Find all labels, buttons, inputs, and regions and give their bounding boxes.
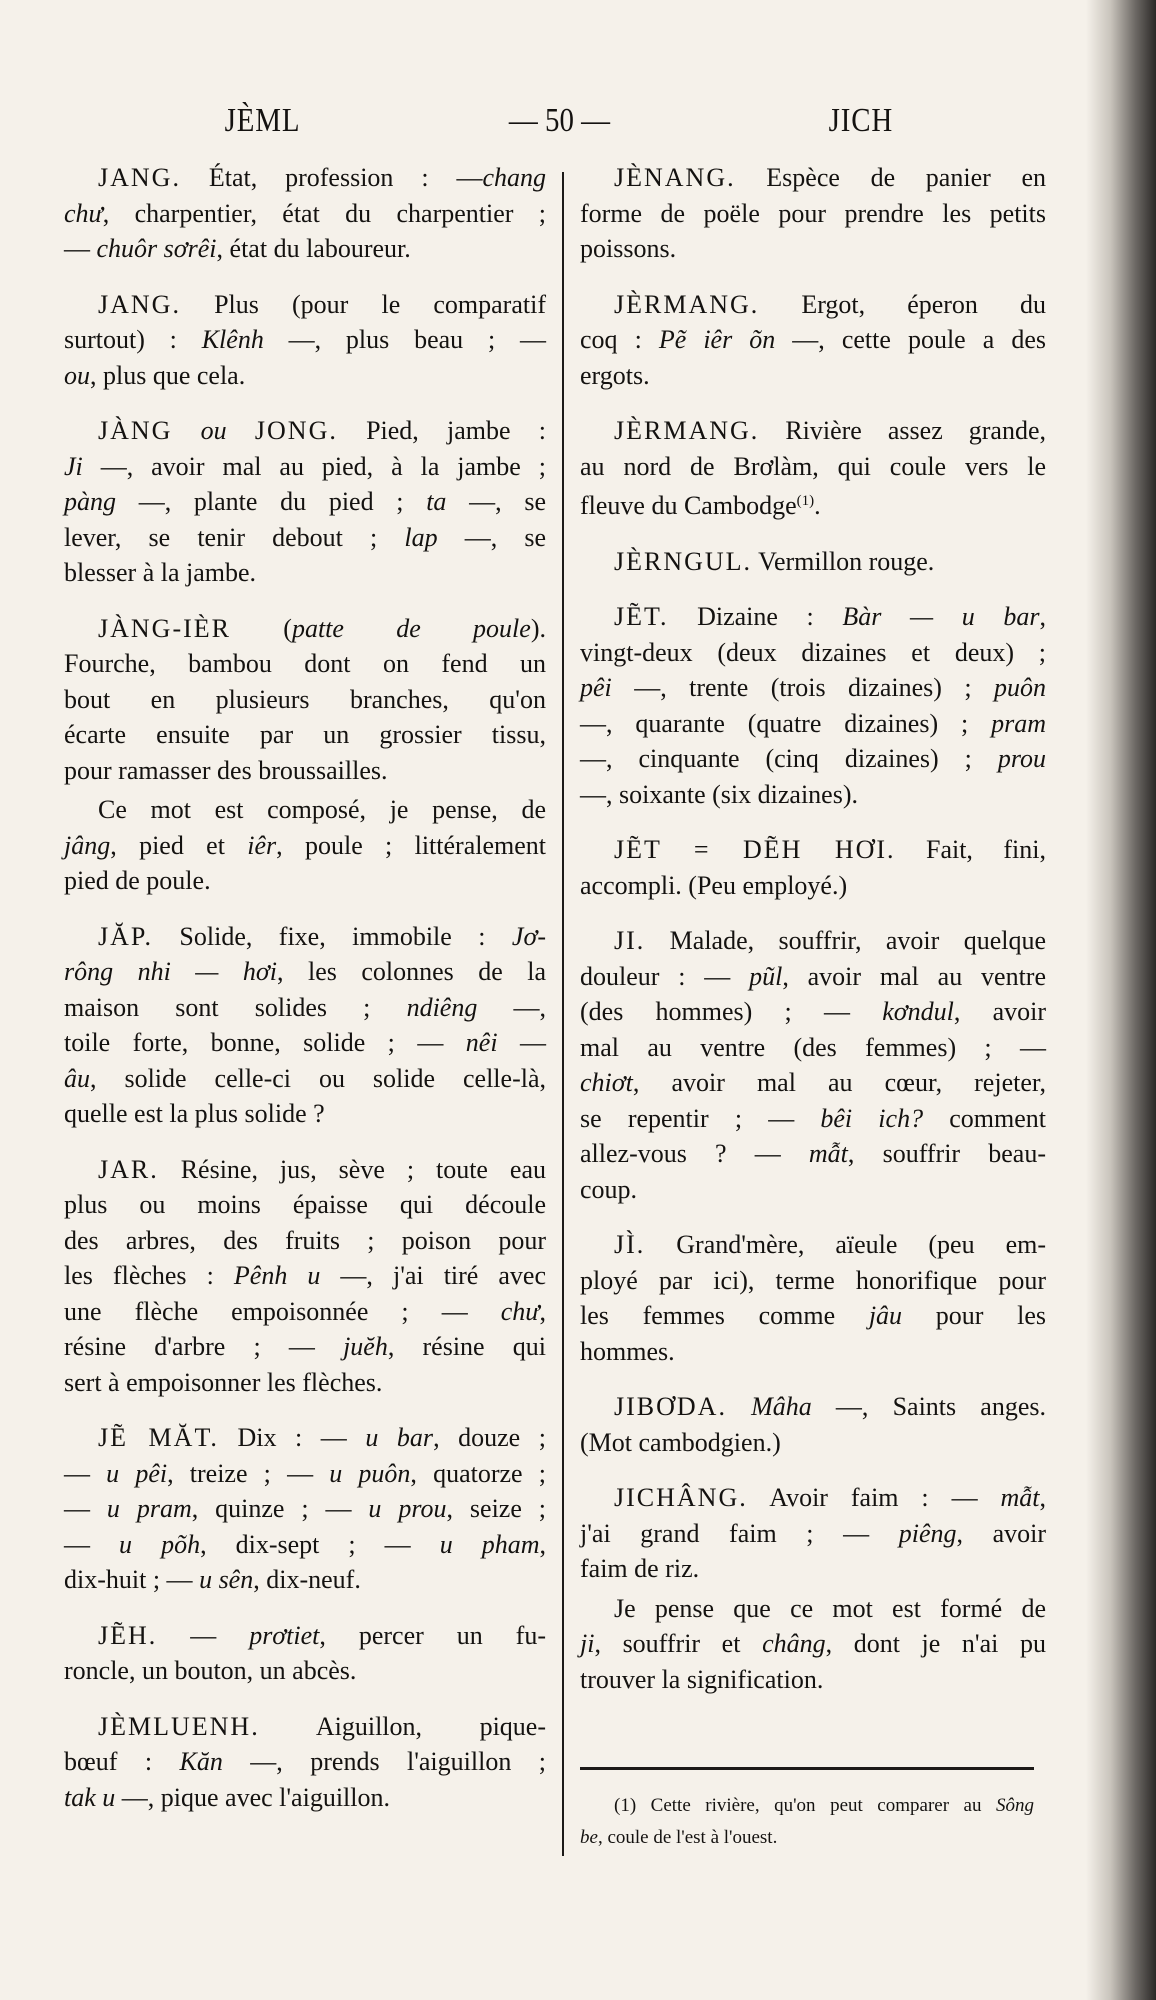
text: , percer un fu- <box>319 1620 546 1650</box>
headword: JICHÂNG. <box>614 1483 748 1512</box>
text: , avoir mal au ventre <box>782 961 1046 991</box>
headword: JI. <box>614 926 646 955</box>
italic-term: iêr <box>247 830 277 860</box>
text: pour les <box>902 1301 1047 1330</box>
text: toile forte, bonne, solide ; — <box>64 1028 466 1057</box>
text: , <box>539 1529 546 1559</box>
text-line <box>580 484 1046 524</box>
text-line <box>580 1172 1046 1208</box>
italic-term: prou <box>997 744 1046 773</box>
text-line <box>64 1258 546 1294</box>
text: hommes. <box>580 1336 675 1366</box>
text: sert à empoisonner les flèches. <box>64 1367 383 1397</box>
italic-term: u pham <box>439 1529 540 1559</box>
text: comment <box>923 1103 1046 1133</box>
italic-term: u bar <box>365 1423 434 1452</box>
text-line <box>580 1227 1046 1263</box>
italic-term: mẫt <box>808 1139 848 1168</box>
text: , résine qui <box>387 1332 546 1361</box>
text: allez-vous ? — <box>580 1139 809 1168</box>
text: Rivière assez grande, <box>759 416 1046 445</box>
dictionary-entry <box>580 160 1046 267</box>
text: , <box>1039 1483 1046 1512</box>
italic-term: u puôn <box>329 1458 411 1488</box>
italic-term: Klênh <box>201 325 264 354</box>
text: —, Saints anges. <box>811 1392 1047 1421</box>
text: quelle est la plus solide ? <box>64 1099 325 1128</box>
text-line <box>580 449 1046 485</box>
text: des arbres, des fruits ; poison pour <box>64 1225 546 1255</box>
text-line <box>64 682 546 718</box>
text-line <box>64 287 546 323</box>
italic-term: Kăn <box>179 1747 223 1776</box>
text: au nord de Brơlàm, qui coule vers le <box>580 451 1046 481</box>
italic-term: ndiêng <box>406 992 478 1022</box>
italic-term: u pram <box>106 1494 192 1523</box>
italic-term: u põh <box>119 1529 201 1559</box>
text-line <box>64 196 546 232</box>
text: —, pique avec l'aiguillon. <box>115 1782 390 1812</box>
text: les femmes comme <box>580 1301 869 1330</box>
italic-term: puôn <box>994 673 1046 702</box>
italic-term: pàng <box>64 487 116 516</box>
headword: JÈMLUENH. <box>98 1711 260 1741</box>
italic-term: chiơt <box>580 1068 633 1097</box>
text: —, trente (trois dizaines) ; <box>611 673 994 702</box>
text-line <box>580 358 1046 394</box>
text: dix-huit ; — <box>64 1565 200 1594</box>
dictionary-entry <box>580 1227 1046 1369</box>
text: une flèche empoisonnée ; — <box>64 1296 501 1326</box>
text: Vermillon rouge. <box>752 546 935 576</box>
text: (Mot cambodgien.) <box>580 1427 781 1457</box>
text: , plus que cela. <box>90 360 246 390</box>
text: —, j'ai tiré avec <box>320 1261 547 1290</box>
text: Grand'mère, aïeule (peu em- <box>645 1230 1046 1259</box>
text-line <box>580 1626 1046 1662</box>
text: —, prends l'aiguillon ; <box>222 1747 546 1776</box>
text: —, <box>477 992 546 1022</box>
text-line <box>580 1136 1046 1172</box>
italic-term: lap <box>404 522 438 552</box>
text: État, profession : — <box>180 163 483 192</box>
italic-term: jâng <box>64 830 111 860</box>
text: — <box>64 1458 107 1488</box>
text: ( <box>231 613 292 643</box>
text: , douze ; <box>433 1423 546 1452</box>
text-line <box>580 1516 1046 1552</box>
text <box>727 1392 751 1421</box>
italic-term: rông nhi — hơi <box>64 957 277 986</box>
text: coq : <box>580 325 659 354</box>
italic-term: chuôr sơrêi <box>96 234 217 263</box>
text: ergots. <box>580 360 650 390</box>
headword: JÀNG-IÈR <box>98 613 231 643</box>
italic-term: piêng <box>898 1518 957 1548</box>
italic-term: tak u <box>64 1782 116 1812</box>
text-line <box>64 828 546 864</box>
text: Plus (pour le comparatif <box>180 289 546 319</box>
text: fleuve du Cambodge <box>580 491 797 520</box>
dictionary-entry <box>580 1480 1046 1587</box>
text: Solide, fixe, immobile : <box>152 921 512 951</box>
text: , pied et <box>110 830 248 860</box>
text: , avoir <box>956 1518 1046 1548</box>
dictionary-entry <box>64 1420 546 1598</box>
text-line <box>580 413 1046 449</box>
text-line <box>64 792 546 828</box>
text: —, quarante (quatre dizaines) ; <box>580 708 992 738</box>
text: roncle, un bouton, un abcès. <box>64 1656 357 1685</box>
headword: JONG. <box>254 416 338 445</box>
italic-term: chư <box>64 198 103 228</box>
text: les flèches : <box>64 1261 234 1290</box>
text-line <box>580 1030 1046 1066</box>
text-line <box>64 484 546 520</box>
text-line <box>64 1618 546 1654</box>
text: Malade, souffrir, avoir quelque <box>645 926 1046 955</box>
italic-term: chang <box>482 163 546 192</box>
text: j'ai grand faim ; — <box>580 1518 899 1548</box>
left-column <box>64 160 546 1815</box>
text-line <box>64 1527 546 1563</box>
dictionary-entry <box>64 611 546 789</box>
dictionary-entry <box>580 599 1046 812</box>
text-line <box>64 1223 546 1259</box>
italic-term: pũl <box>749 961 783 991</box>
text: forme de poële pour prendre les petits <box>580 198 1046 228</box>
text: , quatorze ; <box>410 1458 546 1488</box>
text-line <box>580 1591 1046 1627</box>
headword: JÀNG <box>98 416 173 445</box>
text-line <box>580 287 1046 323</box>
text-line <box>580 599 1046 635</box>
text-line <box>580 1389 1046 1425</box>
dictionary-entry <box>580 413 1046 524</box>
headword: JAR. <box>98 1154 159 1184</box>
running-head-right: JICH <box>828 102 894 139</box>
dictionary-entry <box>64 1618 546 1689</box>
text-line <box>64 1653 546 1689</box>
text: —, soixante (six dizaines). <box>580 779 858 809</box>
text-line <box>64 1365 546 1401</box>
headword: JĂP. <box>98 921 153 951</box>
text-line <box>580 1263 1046 1299</box>
text: ployé par ici), terme honorifique pour <box>580 1265 1046 1295</box>
text-line <box>580 231 1046 267</box>
text: , quinze ; — <box>191 1494 369 1523</box>
text: Pied, jambe : <box>337 416 546 445</box>
text-line <box>580 1822 1034 1854</box>
dictionary-entry <box>580 832 1046 903</box>
text: poissons. <box>580 234 677 263</box>
italic-term: juĕh <box>343 1332 388 1361</box>
headword: JÈRNGUL. <box>614 546 753 576</box>
text: , avoir mal au cœur, rejeter, <box>632 1068 1046 1097</box>
text-line <box>580 160 1046 196</box>
dictionary-entry <box>64 287 546 394</box>
text: —, avoir mal au pied, à la jambe ; <box>82 451 546 481</box>
text-line <box>580 706 1046 742</box>
dictionary-entry <box>580 287 1046 394</box>
text: , coule de l'est à l'ouest. <box>597 1827 778 1848</box>
text: résine d'arbre ; — <box>64 1332 344 1361</box>
dictionary-entry <box>580 923 1046 1207</box>
text: , poule ; littéralement <box>276 830 546 860</box>
text: , charpentier, état du charpentier ; <box>102 198 546 228</box>
text: bœuf : <box>64 1747 180 1776</box>
text-line <box>580 777 1046 813</box>
text-line <box>580 959 1046 995</box>
text: — <box>64 1529 120 1559</box>
headword: JÈRMANG. <box>614 289 760 319</box>
text-line <box>64 520 546 556</box>
italic-term: pram <box>991 708 1046 738</box>
text: vingt-deux (deux dizaines et deux) ; <box>580 637 1046 667</box>
italic-term: Pẽ iêr õn <box>658 325 776 354</box>
text-line <box>64 160 546 196</box>
text: trouver la signification. <box>580 1664 824 1694</box>
text: , avoir <box>953 997 1047 1026</box>
text: douleur : — <box>580 961 750 991</box>
text: —, cette poule a des <box>775 325 1046 354</box>
text-line <box>580 196 1046 232</box>
italic-term: jâu <box>868 1301 903 1330</box>
italic-term: u sên <box>199 1565 254 1594</box>
text-line <box>580 1334 1046 1370</box>
italic-term: ou <box>172 416 255 445</box>
text: , solide celle-ci ou solide celle-là, <box>90 1063 546 1093</box>
text: surtout) : <box>64 325 202 354</box>
text: accompli. (Peu employé.) <box>580 870 848 900</box>
footnote <box>580 1790 1034 1854</box>
text-line <box>64 1562 546 1598</box>
italic-term: bêi ich? <box>820 1103 924 1133</box>
headword: JẼT. <box>614 602 669 631</box>
text: maison sont solides ; <box>64 992 407 1022</box>
text-line <box>64 1025 546 1061</box>
text: —, se <box>446 487 546 516</box>
headword: JIBƠDA. <box>614 1392 727 1421</box>
italic-term: ji <box>580 1629 595 1658</box>
column-divider <box>562 172 564 1856</box>
page-binding-shadow <box>1086 0 1156 2000</box>
italic-term: châng <box>762 1629 826 1658</box>
text-line <box>64 646 546 682</box>
italic-term: Bàr — u bar <box>842 602 1040 631</box>
text: , les colonnes de la <box>277 957 547 986</box>
text: , seize ; <box>446 1494 547 1523</box>
italic-term: Pênh u <box>233 1261 321 1290</box>
text-line <box>580 1662 1046 1698</box>
headword: JÌ. <box>614 1230 646 1259</box>
text-line <box>580 1101 1046 1137</box>
text: Fait, fini, <box>895 835 1046 864</box>
page-number: — 50 — <box>508 102 611 139</box>
headword: JẼT = DẼH HƠI. <box>614 835 896 864</box>
text-line <box>64 413 546 449</box>
text: Fourche, bambou dont on fend un <box>64 649 546 678</box>
text: Je pense que ce mot est formé de <box>614 1593 1046 1623</box>
text: — <box>64 234 97 263</box>
text: Résine, jus, sève ; toute eau <box>158 1154 546 1184</box>
text-line <box>64 1152 546 1188</box>
dictionary-entry <box>64 1709 546 1816</box>
headword: JẼ MĂT. <box>98 1423 219 1452</box>
text: plus ou moins épaisse qui découle <box>64 1190 546 1219</box>
italic-term: chư <box>500 1296 540 1326</box>
text: , dont je n'ai pu <box>825 1629 1046 1658</box>
text-line <box>64 919 546 955</box>
text-line <box>580 741 1046 777</box>
italic-term: ta <box>426 487 447 516</box>
text: blesser à la jambe. <box>64 558 257 587</box>
text-line <box>64 555 546 591</box>
italic-term: prơtiet <box>249 1620 320 1650</box>
text: Ce mot est composé, je pense, de <box>98 795 546 824</box>
text: — <box>64 1494 107 1523</box>
text-line <box>64 449 546 485</box>
text: mal au ventre (des femmes) ; — <box>580 1032 1046 1062</box>
text-line <box>580 1790 1034 1822</box>
dictionary-entry <box>64 919 546 1132</box>
italic-term: Jơ- <box>511 921 546 951</box>
text: — <box>497 1028 546 1057</box>
text: ). <box>530 613 546 643</box>
italic-term: mẫt <box>1000 1483 1040 1512</box>
text-line <box>64 863 546 899</box>
italic-term: u prou <box>368 1494 447 1523</box>
text: —, cinquante (cinq dizaines) ; <box>580 744 998 773</box>
italic-term: patte de poule <box>291 613 531 643</box>
text: pour ramasser des broussailles. <box>64 755 388 785</box>
text-line <box>580 1551 1046 1587</box>
text-line <box>64 1456 546 1492</box>
dictionary-entry <box>64 413 546 591</box>
italic-term: Ji <box>64 451 83 481</box>
running-head-left: JÈML <box>224 102 301 139</box>
headword: JÈRMANG. <box>614 416 760 445</box>
text-line <box>64 358 546 394</box>
text-line <box>64 1709 546 1745</box>
dictionary-entry <box>580 544 1046 580</box>
text: , dix-sept ; — <box>200 1529 440 1559</box>
text-line <box>580 868 1046 904</box>
text-line <box>580 635 1046 671</box>
text-line <box>580 322 1046 358</box>
text-line <box>64 1294 546 1330</box>
text-line <box>580 1425 1046 1461</box>
text: Avoir faim : — <box>747 1483 1001 1512</box>
text: écarte ensuite par un grossier tissu, <box>64 720 546 749</box>
text-line <box>580 1298 1046 1334</box>
text: — <box>157 1620 250 1650</box>
text-line <box>580 923 1046 959</box>
text: (des hommes) ; — <box>580 997 883 1026</box>
dictionary-entry <box>64 160 546 267</box>
italic-term: kơndul <box>882 997 954 1026</box>
text: Ergot, éperon du <box>759 289 1046 319</box>
text-line <box>64 1491 546 1527</box>
text: Aiguillon, pique- <box>259 1711 546 1741</box>
text: bout en plusieurs branches, qu'on <box>64 684 546 714</box>
text: , souffrir beau- <box>847 1139 1046 1168</box>
text-line <box>64 1096 546 1132</box>
text-line <box>64 1420 546 1456</box>
footnote-ref: (1) <box>796 493 815 509</box>
italic-term: âu <box>64 1063 90 1093</box>
text: lever, se tenir debout ; <box>64 522 405 552</box>
text: (1) Cette rivière, qu'on peut comparer au <box>614 1795 996 1816</box>
text-line <box>580 994 1046 1030</box>
italic-term: ou <box>64 360 90 390</box>
text-line <box>64 990 546 1026</box>
text: , souffrir et <box>594 1629 763 1658</box>
text-line <box>580 832 1046 868</box>
text-line <box>580 544 1046 580</box>
text-line <box>64 1061 546 1097</box>
text-line <box>64 611 546 647</box>
text-line <box>580 1065 1046 1101</box>
text-line <box>64 753 546 789</box>
text: . <box>814 491 821 520</box>
text: —, plus beau ; — <box>263 325 546 354</box>
text: pied de poule. <box>64 866 211 895</box>
text-line <box>64 322 546 358</box>
text: se repentir ; — <box>580 1103 821 1133</box>
text-line <box>64 1780 546 1816</box>
headword: JẼH. <box>98 1620 158 1650</box>
text-line <box>580 670 1046 706</box>
text-line <box>64 1329 546 1365</box>
text: Dix : — <box>218 1423 366 1452</box>
dictionary-entry <box>580 1389 1046 1460</box>
entry-note <box>64 792 546 899</box>
headword: JÈNANG. <box>614 163 736 192</box>
text-line <box>580 1480 1046 1516</box>
text: Dizaine : <box>668 602 843 631</box>
text-line <box>64 1744 546 1780</box>
text: , <box>1039 602 1046 631</box>
text: coup. <box>580 1174 638 1204</box>
text: Espèce de panier en <box>735 163 1046 192</box>
right-column <box>580 160 1046 1697</box>
italic-term: be <box>580 1827 598 1848</box>
text: —, plante du pied ; <box>116 487 427 516</box>
text-line <box>64 954 546 990</box>
italic-term: Mâha <box>751 1392 812 1421</box>
text-line <box>64 717 546 753</box>
dictionary-entry <box>64 1152 546 1401</box>
text: faim de riz. <box>580 1554 700 1583</box>
text: , état du laboureur. <box>216 234 411 263</box>
headword: JANG. <box>98 163 181 192</box>
text-line <box>64 231 546 267</box>
headword: JANG. <box>98 289 181 319</box>
italic-term: nêi <box>465 1028 498 1057</box>
footnote-rule <box>580 1767 1034 1770</box>
text-line <box>64 1187 546 1223</box>
text: , treize ; — <box>167 1458 330 1488</box>
text: , <box>539 1296 546 1326</box>
text: —, se <box>437 522 546 552</box>
text: , dix-neuf. <box>253 1565 361 1594</box>
italic-term: pêi <box>580 673 612 702</box>
entry-note <box>580 1591 1046 1698</box>
italic-term: u pêi <box>106 1458 168 1488</box>
italic-term: Sông <box>996 1795 1034 1816</box>
